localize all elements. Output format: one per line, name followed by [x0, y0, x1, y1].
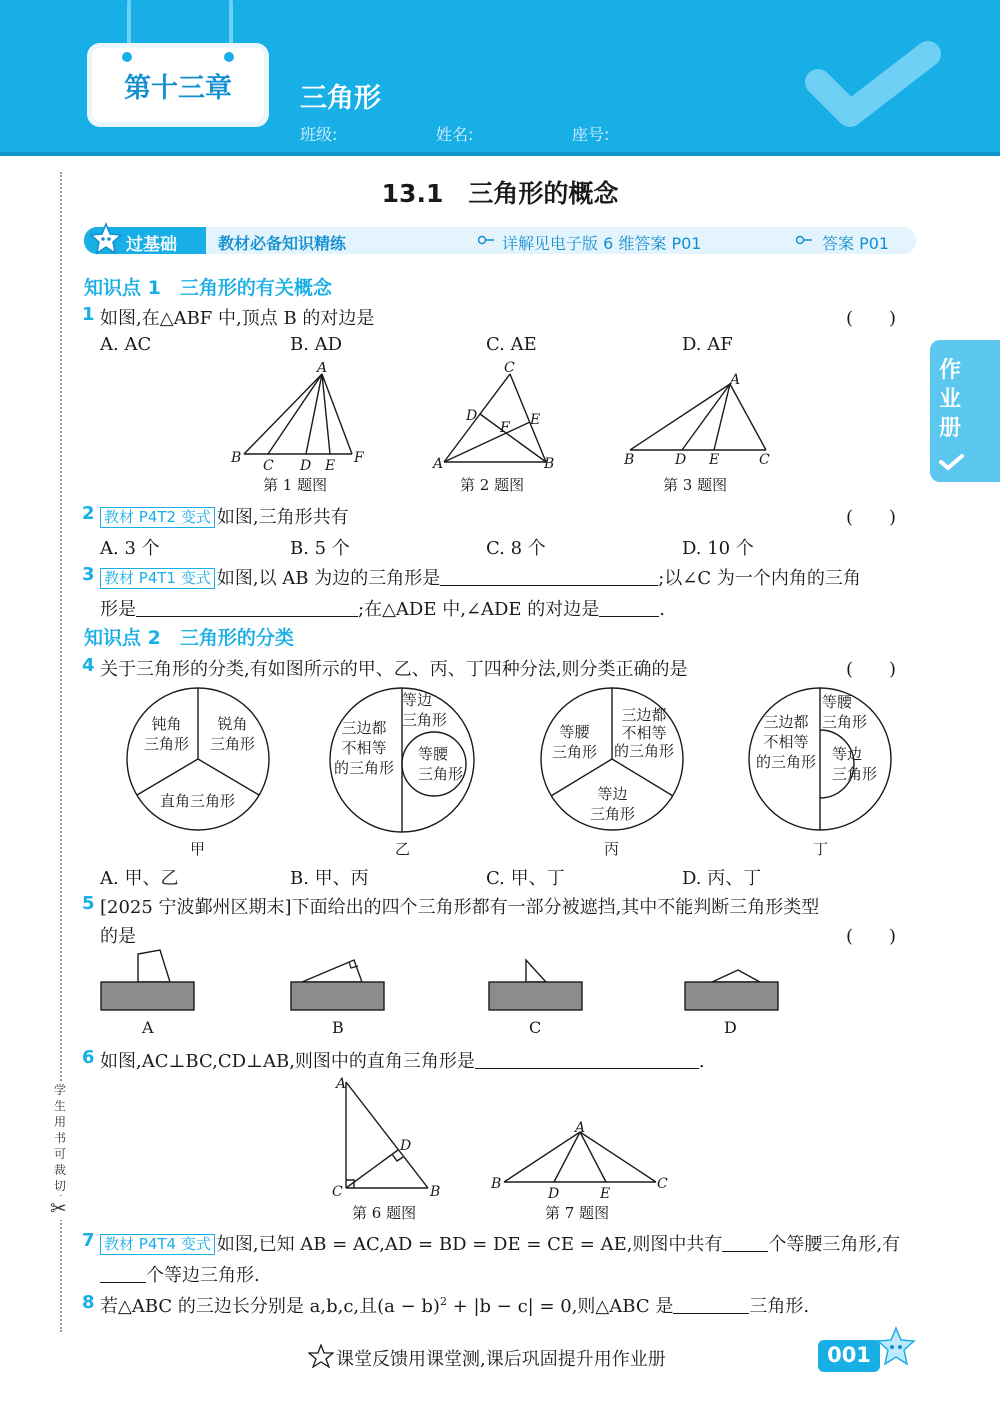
point-label: C	[759, 452, 770, 468]
point-label: F	[354, 450, 364, 466]
page-number-badge	[818, 1340, 880, 1372]
option-a: A. 甲、乙	[100, 868, 179, 889]
cut-guide-text: 学生用书可裁切	[53, 1083, 66, 1193]
circle-part-label: 等边 三角形	[832, 745, 878, 783]
point-label: D	[675, 452, 687, 468]
answer-bracket: ( )	[846, 308, 897, 329]
covered-triangle-d	[682, 946, 782, 1016]
question-2-text: 教材 P4T2 变式 如图,三角形共有	[100, 503, 349, 529]
circle-part-label: 钝角 三角形	[144, 715, 190, 753]
binder-hole	[224, 52, 234, 62]
chapter-title: 三角形	[300, 83, 381, 114]
point-label: B	[430, 1184, 441, 1200]
option-c: C. AE	[486, 334, 537, 355]
question-number: 1	[82, 304, 95, 325]
point-label: C	[657, 1176, 668, 1192]
section-title: 13.1 三角形的概念	[381, 179, 619, 208]
option-a: A. AC	[100, 334, 152, 355]
circle-part-label: 直角三角形	[160, 792, 236, 810]
question-3-text: 教材 P4T1 变式 如图,以 AB 为边的三角形是 ;以∠C 为一个内角的三角	[100, 564, 861, 590]
banner-badge	[84, 227, 206, 254]
question-1-text: 如图,在△ABF 中,顶点 B 的对边是	[100, 308, 375, 329]
banner-answer: 答案 P01	[822, 234, 890, 253]
figure-7-caption: 第 7 题图	[545, 1204, 610, 1222]
page-number: 001	[827, 1343, 871, 1367]
key-icon	[796, 235, 812, 245]
scissors-icon: ✂	[50, 1196, 67, 1220]
point-label: D	[400, 1138, 412, 1154]
question-number: 8	[82, 1292, 95, 1313]
textbook-tag: 教材 P4T2 变式	[100, 507, 215, 528]
workbook-side-tab	[930, 340, 1000, 482]
answer-blank[interactable]	[440, 569, 658, 586]
mascot-icon	[876, 1326, 916, 1372]
point-label: E	[709, 452, 720, 468]
circle-part-label: 等边 三角形	[402, 691, 448, 729]
chapter-number: 第十三章	[124, 73, 232, 104]
point-label: A	[575, 1120, 586, 1136]
question-6-text: 如图,AC⊥BC,CD⊥AB,则图中的直角三角形是 .	[100, 1051, 705, 1072]
figure-label: C	[529, 1018, 542, 1037]
point-label: A	[433, 456, 444, 472]
point-label: F	[500, 420, 510, 436]
point-label: B	[491, 1176, 502, 1192]
banner-badge-label: 过基础	[126, 235, 177, 255]
circle-part-label: 等腰 三角形	[822, 693, 868, 731]
figure-label: D	[724, 1018, 737, 1037]
point-label: E	[600, 1186, 611, 1202]
point-label: C	[263, 458, 274, 472]
circle-part-label: 三边都 不相等 的三角形	[334, 719, 395, 777]
question-number: 2	[82, 503, 95, 524]
option-b: B. 甲、丙	[290, 868, 369, 889]
circle-part-label: 等边 三角形	[590, 785, 636, 823]
figure-3-caption: 第 3 题图	[663, 476, 728, 494]
checkmark-icon	[800, 40, 950, 140]
covered-triangle-a	[98, 946, 198, 1016]
question-number: 4	[82, 655, 95, 676]
binder-hole	[122, 52, 132, 62]
answer-blank[interactable]	[475, 1052, 699, 1069]
circle-label: 乙	[395, 840, 411, 858]
point-label: D	[466, 408, 478, 424]
binder-ring	[127, 0, 131, 46]
question-number: 3	[82, 564, 95, 585]
point-label: B	[544, 456, 555, 472]
seat-label: 座号:	[572, 125, 610, 144]
question-3-text-cont: 形是 ;在△ADE 中,∠ADE 的对边是 .	[100, 599, 666, 620]
point-label: D	[548, 1186, 560, 1202]
figure-2-caption: 第 2 题图	[460, 476, 525, 494]
covered-triangle-c	[486, 946, 586, 1016]
answer-blank[interactable]	[673, 1297, 749, 1314]
figure-1-caption: 第 1 题图	[263, 476, 328, 494]
question-7-text: 教材 P4T4 变式 如图,已知 AB = AC,AD = BD = DE = CE = AE,则图中共有 个等腰三角形,有	[100, 1230, 900, 1256]
circle-label: 甲	[190, 840, 206, 858]
star-mascot-icon	[90, 222, 122, 256]
class-label: 班级:	[300, 125, 338, 144]
knowledge-point-2: 知识点 2 三角形的分类	[84, 627, 294, 649]
option-d: D. 10 个	[682, 538, 754, 559]
circle-part-label: 三边都 不相等 的三角形	[614, 706, 675, 760]
option-c: C. 8 个	[486, 538, 546, 559]
circle-part-label: 等腰 三角形	[418, 745, 464, 783]
circle-part-label: 等腰 三角形	[552, 723, 598, 761]
answer-bracket: ( )	[846, 507, 897, 528]
point-label: A	[730, 372, 741, 388]
answer-blank[interactable]	[599, 600, 659, 617]
footer-slogan: 课堂反馈用课堂测,课后巩固提升用作业册	[336, 1349, 666, 1370]
star-mascot-icon	[308, 1344, 334, 1368]
figure-2	[430, 358, 560, 472]
key-icon	[478, 235, 494, 245]
option-d: D. AF	[682, 334, 733, 355]
question-5-text-cont: 的是	[100, 926, 136, 947]
basics-banner	[84, 227, 916, 254]
figure-1	[226, 362, 376, 472]
option-d: D. 丙、丁	[682, 868, 762, 889]
option-c: C. 甲、丁	[486, 868, 565, 889]
textbook-tag: 教材 P4T1 变式	[100, 568, 215, 589]
point-label: A	[317, 362, 328, 376]
point-label: B	[624, 452, 635, 468]
point-label: C	[504, 360, 515, 376]
figure-7	[488, 1120, 674, 1202]
answer-bracket: ( )	[846, 926, 897, 947]
point-label: A	[336, 1076, 347, 1092]
banner-subtitle: 教材必备知识精练	[218, 234, 347, 253]
knowledge-point-1: 知识点 1 三角形的有关概念	[84, 277, 332, 299]
covered-triangle-b	[288, 946, 388, 1016]
name-label: 姓名:	[436, 125, 474, 144]
circle-label: 丙	[604, 840, 620, 858]
point-label: E	[530, 412, 541, 428]
answer-blank[interactable]	[136, 600, 358, 617]
point-label: C	[332, 1184, 343, 1200]
point-label: E	[325, 458, 336, 472]
header-divider	[0, 152, 1000, 156]
circle-part-label: 三边都 不相等 的三角形	[756, 713, 817, 771]
question-number: 5	[82, 893, 95, 914]
point-label: B	[231, 450, 242, 466]
check-icon	[938, 452, 966, 472]
figure-label: A	[142, 1018, 154, 1037]
chapter-card	[92, 48, 264, 122]
answer-blank[interactable]	[722, 1235, 768, 1252]
figure-6	[328, 1072, 448, 1204]
circle-label: 丁	[813, 840, 829, 858]
classification-circle-jia	[120, 686, 276, 836]
textbook-tag: 教材 P4T4 变式	[100, 1234, 215, 1255]
option-b: B. 5 个	[290, 538, 350, 559]
answer-bracket: ( )	[846, 659, 897, 680]
binder-ring	[229, 0, 233, 46]
figure-label: B	[332, 1018, 344, 1037]
question-5-text: [2025 宁波鄞州区期末]下面给出的四个三角形都有一部分被遮挡,其中不能判断三角形类型	[100, 897, 820, 918]
option-b: B. AD	[290, 334, 343, 355]
figure-6-caption: 第 6 题图	[352, 1204, 417, 1222]
side-tab-label: 作业册	[938, 358, 961, 441]
question-8-text: 若△ABC 的三边长分别是 a,b,c,且$(a - b)^2 + |b - c| = 0$,则△ABC 是 三角形.	[100, 1295, 810, 1317]
question-number: 7	[82, 1230, 95, 1251]
question-7-text-cont: 个等边三角形.	[100, 1261, 260, 1287]
question-number: 6	[82, 1047, 95, 1068]
circle-part-label: 锐角 三角形	[210, 715, 256, 753]
banner-detail: 详解见电子版 6 维答案 P01	[502, 234, 702, 253]
answer-blank[interactable]	[100, 1266, 146, 1283]
point-label: D	[300, 458, 312, 472]
question-4-text: 关于三角形的分类,有如图所示的甲、乙、丙、丁四种分法,则分类正确的是	[100, 659, 688, 680]
option-a: A. 3 个	[100, 538, 160, 559]
figure-3	[620, 368, 780, 468]
